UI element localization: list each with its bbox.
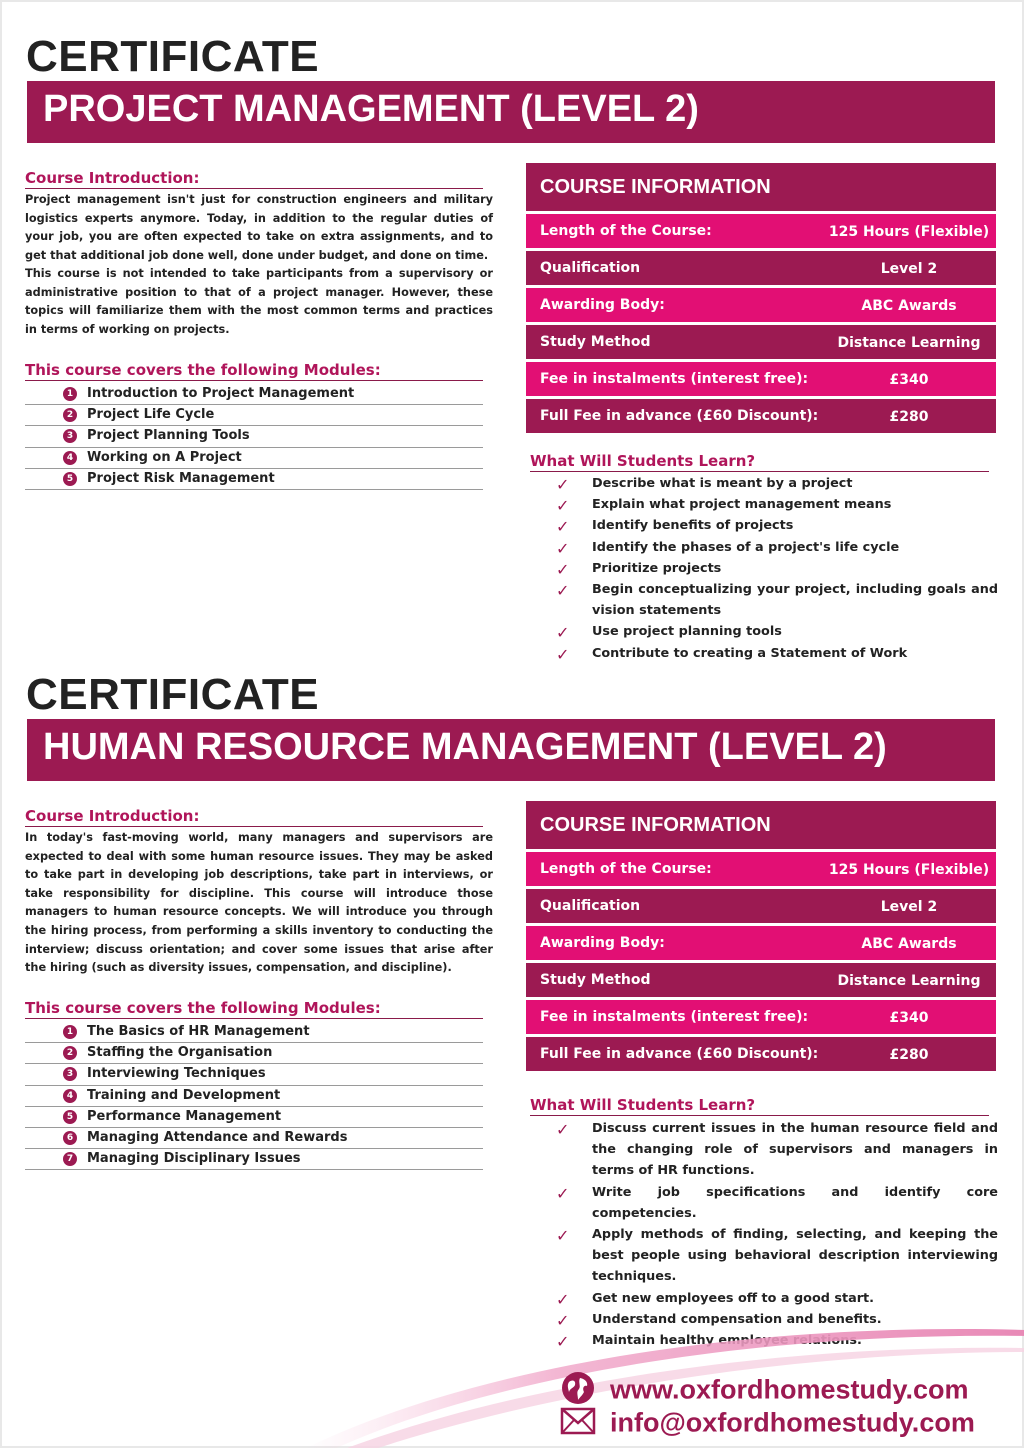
modules-heading: This course covers the following Modules:	[25, 361, 483, 381]
certificate-label: CERTIFICATE	[26, 32, 320, 81]
checkmark-icon: ✓	[556, 644, 570, 664]
module-item: 2 Staffing the Organisation	[25, 1043, 483, 1064]
learn-item: ✓ Explain what project management means	[556, 496, 892, 516]
module-item: 5 Project Risk Management	[25, 469, 483, 490]
info-row-full-fee: Full Fee in advance (£60 Discount): £280	[526, 399, 996, 433]
info-row-qualification: Qualification Level 2	[526, 251, 996, 285]
number-1-icon: 1	[63, 1025, 77, 1039]
course-info-heading: COURSE INFORMATION	[526, 163, 996, 211]
info-row-qualification: Qualification Level 2	[526, 889, 996, 923]
intro-heading: Course Introduction:	[25, 169, 483, 189]
course-info-heading: COURSE INFORMATION	[526, 801, 996, 849]
module-item: 1 Introduction to Project Management	[25, 384, 483, 405]
checkmark-icon: ✓	[556, 517, 570, 537]
modules-list	[25, 1022, 483, 1170]
number-7-icon: 7	[63, 1152, 77, 1166]
info-row-length: Length of the Course: 125 Hours (Flexible)	[526, 852, 996, 886]
checkmark-icon: ✓	[556, 559, 570, 579]
number-5-icon: 5	[63, 472, 77, 486]
module-item: 4 Training and Development	[25, 1086, 483, 1107]
learn-item: ✓ Begin conceptualizing your project, including goals and vision statements	[556, 581, 998, 619]
website-link[interactable]: www.oxfordhomestudy.com	[560, 1370, 969, 1413]
info-row-awarding-body: Awarding Body: ABC Awards	[526, 288, 996, 322]
course-title-banner	[27, 719, 995, 781]
info-row-awarding-body: Awarding Body: ABC Awards	[526, 926, 996, 960]
learn-item: ✓ Use project planning tools	[556, 623, 782, 643]
checkmark-icon: ✓	[556, 1183, 570, 1203]
module-item: 4 Working on A Project	[25, 448, 483, 469]
info-row-instalment-fee: Fee in instalments (interest free): £340	[526, 362, 996, 396]
info-row-instalment-fee: Fee in instalments (interest free): £340	[526, 1000, 996, 1034]
checkmark-icon: ✓	[556, 496, 570, 516]
learn-item: ✓ Describe what is meant by a project	[556, 475, 853, 494]
checkmark-icon: ✓	[556, 623, 570, 643]
module-item: 1 The Basics of HR Management	[25, 1022, 483, 1043]
learn-item: ✓ Get new employees off to a good start.	[556, 1289, 875, 1309]
course-title: HUMAN RESOURCE MANAGEMENT (LEVEL 2)	[43, 726, 887, 768]
number-2-icon: 2	[63, 1046, 77, 1060]
number-4-icon: 4	[63, 1089, 77, 1103]
info-row-study-method: Study Method Distance Learning	[526, 963, 996, 997]
module-item: 7 Managing Disciplinary Issues	[25, 1149, 483, 1170]
info-row-study-method: Study Method Distance Learning	[526, 325, 996, 359]
checkmark-icon: ✓	[556, 1310, 570, 1330]
learn-item: ✓ Apply methods of finding, selecting, and keeping the best people using behavioral description interviewing techniques.	[556, 1226, 998, 1285]
learn-item: ✓ Discuss current issues in the human resource field and the changing role of supervisors and managers in terms of HR functions.	[556, 1120, 998, 1179]
learn-item: ✓ Identify the phases of a project's life cycle	[556, 538, 900, 558]
course-title-banner	[27, 81, 995, 143]
learn-item: ✓ Maintain healthy employee relations.	[556, 1332, 862, 1352]
checkmark-icon: ✓	[556, 581, 570, 601]
envelope-icon	[560, 1407, 596, 1442]
checkmark-icon: ✓	[556, 538, 570, 558]
intro-text: In today's fast-moving world, many managers and supervisors are expected to deal with some human resource issues. They may be asked to take part in developing job descriptions, take part in interviews, or take responsibility for discipline. This course will introduce those managers to human resource concepts. We will introduce you through the hiring process, from performing a skills inventory to conducting the interview; discuss orientation; and cover some issues that arise after the hiring (such as diversity issues, compensation, and discipline).	[25, 831, 493, 975]
course-info-box	[526, 801, 996, 1071]
info-row-full-fee: Full Fee in advance (£60 Discount): £280	[526, 1037, 996, 1071]
learn-item: ✓ Identify benefits of projects	[556, 517, 794, 537]
course-info-box	[526, 163, 996, 433]
module-item: 2 Project Life Cycle	[25, 405, 483, 426]
module-item: 6 Managing Attendance and Rewards	[25, 1128, 483, 1149]
intro-text: Project management isn't just for construction engineers and military logistics experts anymore. Today, in addition to the regular duties of your job, you are often expected to take on extra assignments, and to get that additional job done well, done under budget, and done on time.	[25, 193, 493, 262]
checkmark-icon: ✓	[556, 1289, 570, 1309]
module-item: 5 Performance Management	[25, 1107, 483, 1128]
intro-text-2: This course is not intended to take participants from a supervisory or administrative position to that of a project manager. However, these topics will familiarize them with the most common terms and practices in terms of working on projects.	[25, 267, 493, 336]
number-2-icon: 2	[63, 408, 77, 422]
checkmark-icon: ✓	[556, 1332, 570, 1352]
number-3-icon: 3	[63, 1067, 77, 1081]
learn-item: ✓ Contribute to creating a Statement of Work	[556, 644, 908, 664]
module-item: 3 Project Planning Tools	[25, 426, 483, 447]
number-3-icon: 3	[63, 429, 77, 443]
modules-list	[25, 384, 483, 490]
number-4-icon: 4	[63, 451, 77, 465]
email-link[interactable]: info@oxfordhomestudy.com	[560, 1407, 975, 1442]
learn-list	[556, 473, 998, 664]
certificate-label: CERTIFICATE	[26, 670, 320, 719]
number-1-icon: 1	[63, 387, 77, 401]
checkmark-icon: ✓	[556, 1120, 570, 1139]
checkmark-icon: ✓	[556, 1226, 570, 1246]
module-item: 3 Interviewing Techniques	[25, 1064, 483, 1085]
intro-heading: Course Introduction:	[25, 807, 483, 827]
modules-heading: This course covers the following Modules:	[25, 999, 483, 1019]
learn-heading: What Will Students Learn?	[530, 1096, 989, 1116]
number-6-icon: 6	[63, 1131, 77, 1145]
checkmark-icon: ✓	[556, 475, 570, 494]
course-title: PROJECT MANAGEMENT (LEVEL 2)	[43, 88, 699, 130]
info-row-length: Length of the Course: 125 Hours (Flexible)	[526, 214, 996, 248]
learn-item: ✓ Understand compensation and benefits.	[556, 1310, 882, 1330]
number-5-icon: 5	[63, 1110, 77, 1124]
learn-heading: What Will Students Learn?	[530, 452, 989, 472]
learn-item: ✓ Write job specifications and identify core competencies.	[556, 1183, 998, 1221]
learn-item: ✓ Prioritize projects	[556, 559, 722, 579]
